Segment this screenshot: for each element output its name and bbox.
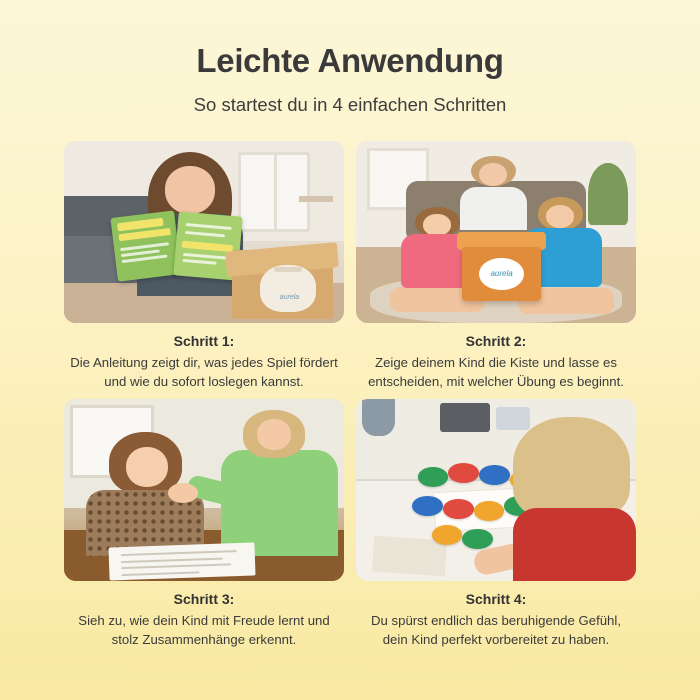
step-3-text: Sieh zu, wie dein Kind mit Freude lernt und stolz Zusammenhänge erkennt. xyxy=(78,613,330,648)
box-brand-badge xyxy=(479,258,524,291)
step-card-3 xyxy=(64,399,344,649)
step-1-image xyxy=(64,141,344,323)
step-1-text: Die Anleitung zeigt dir, was jedes Spiel fördert und wie du sofort loslegen kannst. xyxy=(70,355,338,390)
step-3-title: Schritt 3: xyxy=(173,591,235,608)
scene-woman-reading-manual xyxy=(64,141,344,323)
scene-child-at-desk-with-discs xyxy=(356,399,636,581)
step-4-title: Schritt 4: xyxy=(465,591,527,608)
step-card-1 xyxy=(64,141,344,391)
step-card-2 xyxy=(356,141,636,391)
page-subtitle: So startest du in 4 einfachen Schritten xyxy=(193,94,507,115)
step-card-4 xyxy=(356,399,636,649)
step-2-title: Schritt 2: xyxy=(465,333,527,349)
step-4-image xyxy=(356,399,636,581)
step-1-title: Schritt 1: xyxy=(173,333,235,349)
steps-grid xyxy=(64,141,636,650)
box-brand-label: aurela xyxy=(490,269,513,279)
step-3-image xyxy=(64,399,344,581)
page-title: Leichte Anwendung xyxy=(196,42,504,79)
step-2-image xyxy=(356,141,636,323)
step-2-text: Zeige deinem Kind die Kiste und lasse es entscheiden, mit welcher Übung es beginnt. xyxy=(368,355,624,390)
scene-girl-learning-with-mother xyxy=(64,399,344,581)
step-4-text: Du spürst endlich das beruhigende Gefühl, dein Kind perfekt vorbereitet zu haben. xyxy=(371,613,621,648)
scene-children-opening-box xyxy=(356,141,636,323)
brand-logo-pouch: aurela xyxy=(279,294,300,302)
